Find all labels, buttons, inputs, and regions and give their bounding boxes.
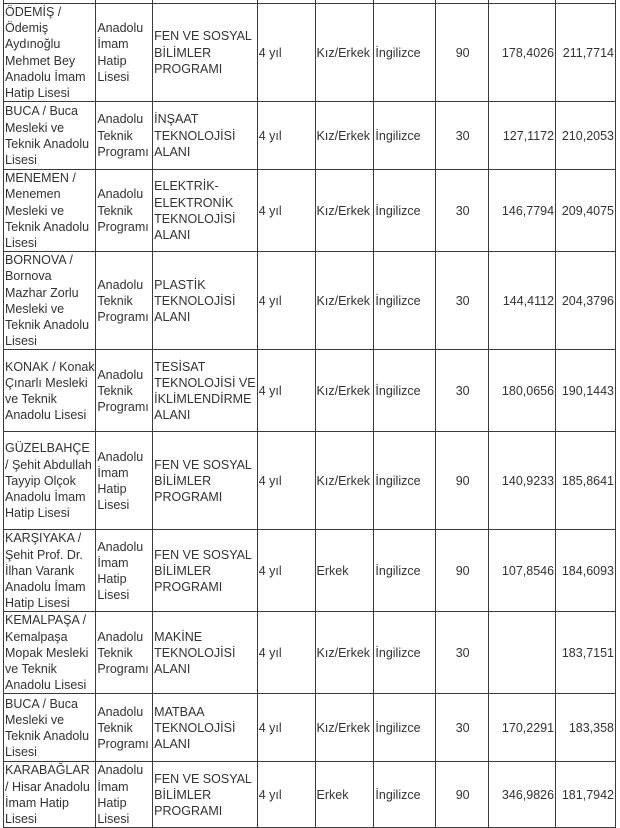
school-cell: KARŞIYAKA / Şehit Prof. Dr. İlhan Varank Anadolu İmam Hatip Lisesi: [4, 530, 96, 612]
score-max-cell: 181,7942: [556, 762, 616, 828]
table-row: [4, 350, 616, 432]
duration-cell: 4 yıl: [257, 530, 315, 612]
score-max-cell: 185,8641: [556, 432, 616, 530]
duration-cell: 4 yıl: [257, 170, 315, 252]
gender-cell: Kız/Erkek: [315, 432, 374, 530]
table-row: [4, 612, 616, 694]
score-max-cell: 204,3796: [556, 252, 616, 350]
score-max-cell: 190,1443: [556, 350, 616, 432]
school-type-cell: Anadolu Teknik Programı: [96, 170, 153, 252]
program-cell: FEN VE SOSYAL BİLİMLER PROGRAMI: [153, 762, 258, 828]
table-row: [4, 102, 616, 170]
school-type-cell: Anadolu İmam Hatip Lisesi: [96, 530, 153, 612]
school-cell: KONAK / Konak Çınarlı Mesleki ve Teknik Anadolu Lisesi: [4, 350, 96, 432]
language-cell: İngilizce: [374, 102, 436, 170]
score-min-cell: 346,9826: [489, 762, 556, 828]
table-row: [4, 432, 616, 530]
program-cell: ELEKTRİK-ELEKTRONİK TEKNOLOJİSİ ALANI: [153, 170, 258, 252]
program-cell: MATBAA TEKNOLOJİSİ ALANI: [153, 694, 258, 762]
quota-cell: 30: [436, 252, 489, 350]
duration-cell: 4 yıl: [257, 252, 315, 350]
score-min-cell: 140,9233: [489, 432, 556, 530]
gender-cell: Kız/Erkek: [315, 4, 374, 102]
score-max-cell: 210,2053: [556, 102, 616, 170]
score-max-cell: 183,7151: [556, 612, 616, 694]
duration-cell: 4 yıl: [257, 762, 315, 828]
school-type-cell: Anadolu Teknik Programı: [96, 102, 153, 170]
quota-cell: 90: [436, 432, 489, 530]
gender-cell: Kız/Erkek: [315, 694, 374, 762]
gender-cell: Kız/Erkek: [315, 170, 374, 252]
score-min-cell: 127,1172: [489, 102, 556, 170]
language-cell: İngilizce: [374, 530, 436, 612]
school-cell: BUCA / Buca Mesleki ve Teknik Anadolu Lisesi: [4, 102, 96, 170]
program-cell: FEN VE SOSYAL BİLİMLER PROGRAMI: [153, 4, 258, 102]
school-cell: ÖDEMİŞ / Ödemiş Aydınoğlu Mehmet Bey Anadolu İmam Hatip Lisesi: [4, 4, 96, 102]
quota-cell: 30: [436, 170, 489, 252]
school-type-cell: Anadolu Teknik Programı: [96, 350, 153, 432]
school-type-cell: Anadolu Teknik Programı: [96, 612, 153, 694]
language-cell: İngilizce: [374, 694, 436, 762]
quota-cell: 30: [436, 694, 489, 762]
school-type-cell: Anadolu İmam Hatip Lisesi: [96, 432, 153, 530]
school-cell: KEMALPAŞA / Kemalpaşa Mopak Mesleki ve Teknik Anadolu Lisesi: [4, 612, 96, 694]
school-cell: BUCA / Buca Mesleki ve Teknik Anadolu Lisesi: [4, 694, 96, 762]
language-cell: İngilizce: [374, 170, 436, 252]
score-min-cell: 144,4112: [489, 252, 556, 350]
language-cell: İngilizce: [374, 4, 436, 102]
school-type-cell: Anadolu Teknik Programı: [96, 252, 153, 350]
score-max-cell: 184,6093: [556, 530, 616, 612]
quota-cell: 30: [436, 102, 489, 170]
table-row: [4, 4, 616, 102]
language-cell: İngilizce: [374, 762, 436, 828]
duration-cell: 4 yıl: [257, 432, 315, 530]
gender-cell: Kız/Erkek: [315, 102, 374, 170]
score-min-cell: 107,8546: [489, 530, 556, 612]
score-max-cell: 211,7714: [556, 4, 616, 102]
gender-cell: Kız/Erkek: [315, 350, 374, 432]
table-row: [4, 762, 616, 828]
school-cell: GÜZELBAHÇE / Şehit Abdullah Tayyip Olçok Anadolu İmam Hatip Lisesi: [4, 432, 96, 530]
gender-cell: Erkek: [315, 762, 374, 828]
language-cell: İngilizce: [374, 350, 436, 432]
school-cell: BORNOVA / Bornova Mazhar Zorlu Mesleki ve Teknik Anadolu Lisesi: [4, 252, 96, 350]
language-cell: İngilizce: [374, 252, 436, 350]
program-cell: MAKİNE TEKNOLOJİSİ ALANI: [153, 612, 258, 694]
score-min-cell: 170,2291: [489, 694, 556, 762]
program-cell: İNŞAAT TEKNOLOJİSİ ALANI: [153, 102, 258, 170]
duration-cell: 4 yıl: [257, 694, 315, 762]
school-cell: KARABAĞLAR / Hisar Anadolu İmam Hatip Lisesi: [4, 762, 96, 828]
program-cell: PLASTİK TEKNOLOJİSİ ALANI: [153, 252, 258, 350]
program-cell: FEN VE SOSYAL BİLİMLER PROGRAMI: [153, 432, 258, 530]
school-cell: MENEMEN / Menemen Mesleki ve Teknik Anadolu Lisesi: [4, 170, 96, 252]
duration-cell: 4 yıl: [257, 612, 315, 694]
school-type-cell: Anadolu İmam Hatip Lisesi: [96, 4, 153, 102]
quota-cell: 30: [436, 350, 489, 432]
quota-cell: 90: [436, 762, 489, 828]
score-min-cell: 178,4026: [489, 4, 556, 102]
score-max-cell: 183,358: [556, 694, 616, 762]
table-wrapper: [3, 0, 616, 828]
score-min-cell: 146,7794: [489, 170, 556, 252]
school-type-cell: Anadolu Teknik Programı: [96, 694, 153, 762]
school-table: [3, 0, 616, 828]
program-cell: TESİSAT TEKNOLOJİSİ VE İKLİMLENDİRME ALANI: [153, 350, 258, 432]
quota-cell: 30: [436, 612, 489, 694]
school-type-cell: Anadolu İmam Hatip Lisesi: [96, 762, 153, 828]
language-cell: İngilizce: [374, 612, 436, 694]
quota-cell: 90: [436, 530, 489, 612]
table-row: [4, 170, 616, 252]
table-row: [4, 530, 616, 612]
language-cell: İngilizce: [374, 432, 436, 530]
score-min-cell: 180,0656: [489, 350, 556, 432]
duration-cell: 4 yıl: [257, 102, 315, 170]
quota-cell: 90: [436, 4, 489, 102]
score-max-cell: 209,4075: [556, 170, 616, 252]
duration-cell: 4 yıl: [257, 4, 315, 102]
score-min-cell: [489, 612, 556, 694]
table-row: [4, 694, 616, 762]
table-row: [4, 252, 616, 350]
gender-cell: Erkek: [315, 530, 374, 612]
duration-cell: 4 yıl: [257, 350, 315, 432]
gender-cell: Kız/Erkek: [315, 612, 374, 694]
gender-cell: Kız/Erkek: [315, 252, 374, 350]
program-cell: FEN VE SOSYAL BİLİMLER PROGRAMI: [153, 530, 258, 612]
